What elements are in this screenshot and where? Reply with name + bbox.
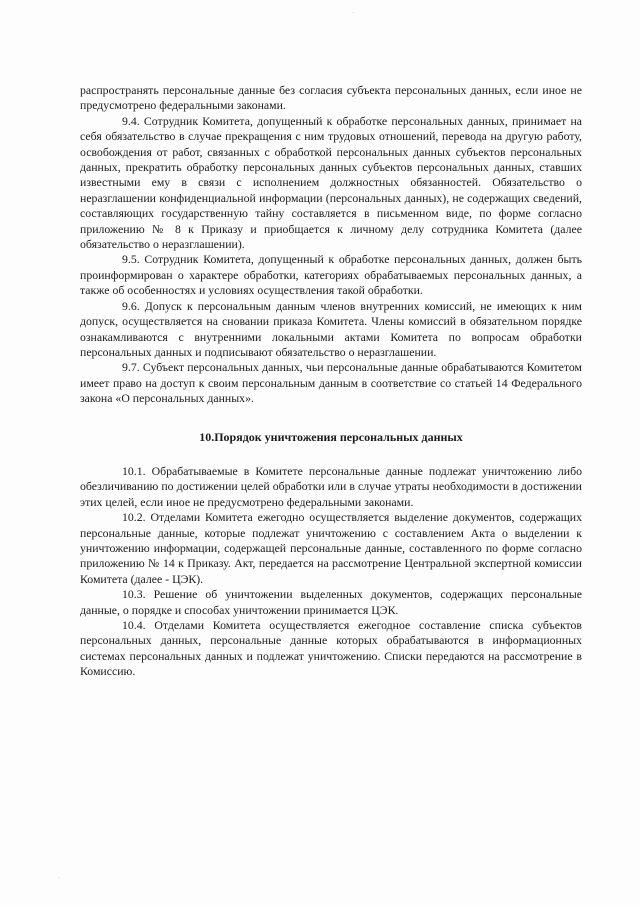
document-text (80, 83, 582, 680)
paragraph-9-6: 9.6. Допуск к персональным данным членов внутренних комиссий, не имеющих к ним допуск, осуществляется на сновании приказа Комитета. Члены комиссий в обязательном порядке ознакамливаются с внутренними локальными актами Комитета по вопросам обработки персональных данных и подписывают обязательство о неразглашении. (80, 298, 582, 359)
scan-mark: · (58, 875, 60, 882)
paragraph-10-4: 10.4. Отделами Комитета осуществляется ежегодное составление списка субъектов персональных данных, персональные данные которых обрабатываются в информационных системах персональных данных и подлежат уничтожению. Списки передаются на рассмотрение в Комиссию. (80, 618, 582, 679)
scan-mark: · (352, 10, 354, 17)
paragraph-10-2: 10.2. Отделами Комитета ежегодно осуществляется выделение документов, содержащих персональные данные, которые подлежат уничтожению с составлением Акта о выделении к уничтожению информации, содержащей персональные данные, составленного по форме согласно приложению № 14 к Приказу. Акт, передается на рассмотрение Центральной экспертной комиссии Комитета (далее - ЦЭК). (80, 510, 582, 586)
paragraph-continuation: распространять персональные данные без согласия субъекта персональных данных, если иное не предусмотрено федеральными законами. (80, 83, 582, 113)
paragraph-9-5: 9.5. Сотрудник Комитета, допущенный к обработке персональных данных, должен быть проинформирован о характере обработки, категориях обрабатываемых персональных данных, а также об особенностях и условиях осуществления такой обработки. (80, 252, 582, 298)
paragraph-10-1: 10.1. Обрабатываемые в Комитете персональные данные подлежат уничтожению либо обезличиванию по достижении целей обработки или в случае утраты необходимости в достижении этих целей, если иное не предусмотрено федеральными законами. (80, 463, 582, 509)
paragraph-9-7: 9.7. Субъект персональных данных, чьи персональные данные обрабатываются Комитетом имеет право на доступ к своим персональным данным в соответствие со статьей 14 Федерального закона «О персональных данных». (80, 360, 582, 406)
section-heading: 10.Порядок уничтожения персональных данных (199, 429, 463, 444)
paragraph-9-4: 9.4. Сотрудник Комитета, допущенный к обработке персональных данных, принимает на себя обязательство в случае прекращения с ним трудовых отношений, перевода на другую работу, освобождения от работ, связанных с обработкой персональных данных субъектов персональных данных, прекратить обработку персональных данных субъектов персональных данных, ставших известными ему в связи с исполнением должностных обязанностей. Обязательство о неразглашении конфиденциальной информации (персональных данных), не содержащих сведений, составляющих государственную тайну составляется в письменном виде, по форме согласно приложению № 8 к Приказу и приобщается к личному делу сотрудника Комитета (далее обязательство о неразглашении). (80, 113, 582, 252)
paragraph-10-3: 10.3. Решение об уничтожении выделенных документов, содержащих персональные данные, о порядке и способах уничтожении принимается ЦЭК. (80, 587, 582, 617)
